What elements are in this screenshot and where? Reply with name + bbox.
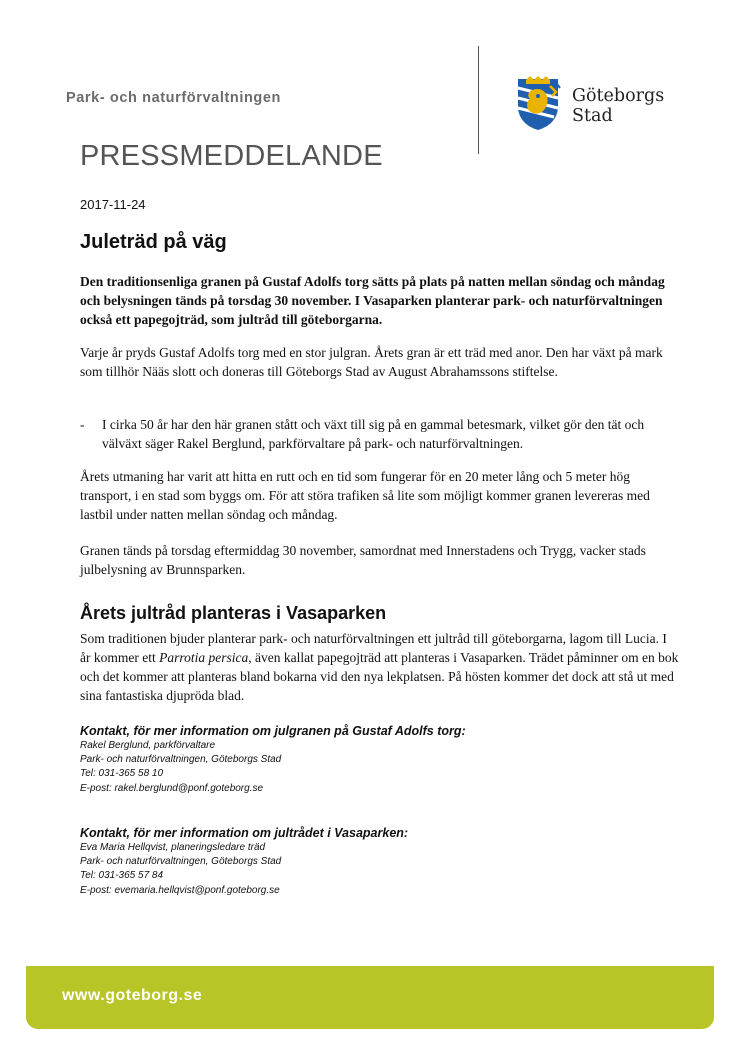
release-date: 2017-11-24 xyxy=(80,197,146,212)
city-logo-text xyxy=(572,86,664,126)
paragraph-1: Varje år pryds Gustaf Adolfs torg med en stor julgran. Årets gran är ett träd med anor. Den har växt på mark som tillhör Nääs slott och doneras till Göteborgs Stad av August Abrahamssons stiftelse. xyxy=(80,345,663,379)
contact-1-heading: Kontakt, för mer information om julgranen på Gustaf Adolfs torg: xyxy=(80,724,466,738)
logo-line-1: Göteborgs xyxy=(572,86,665,106)
contact-2-name: Eva Maria Hellqvist, planeringsledare träd xyxy=(80,842,266,853)
bullet-dash: - xyxy=(80,417,85,432)
contact-2-email: E-post: evemaria.hellqvist@ponf.goteborg.se xyxy=(80,884,280,896)
paragraph-3: Granen tänds på torsdag eftermiddag 30 november, samordnat med Innerstadens och Trygg, vacker stads julbelysning av Brunnsparken. xyxy=(80,543,646,577)
contact-block-2 xyxy=(80,825,408,898)
species-name: Parrotia persica xyxy=(159,650,249,665)
contact-2-tel: Tel: 031-365 57 84 xyxy=(80,870,164,882)
document-type: PRESSMEDDELANDE xyxy=(80,140,383,172)
contact-1-org: Park- och naturförvaltningen, Göteborgs Stad xyxy=(80,754,282,766)
article-title: Juleträd på väg xyxy=(80,231,227,253)
bullet-text: I cirka 50 år har den här granen stått och växt till sig på en gammal betesmark, vilket gör den tät och välväxt säger Rakel Berglund, parkförvaltare på park- och naturförvaltningen. xyxy=(102,417,645,451)
footer-url: www.goteborg.se xyxy=(62,987,203,1004)
lead-paragraph: Den traditionsenliga granen på Gustaf Adolfs torg sätts på plats på natten mellan söndag och måndag och belysningen tänds på torsdag 30 november. I Vasaparken planterar park- och naturförvaltningen också ett papegojträd, som jultråd till göteborgarna. xyxy=(80,274,665,327)
paragraph-4-start: Som traditionen bjuder planterar park- och naturförvaltningen ett jultråd till göteborgarna, lagom till Lucia. I år kommer ett xyxy=(80,631,667,665)
contact-1-tel: Tel: 031-365 58 10 xyxy=(80,768,164,780)
contact-1-name: Rakel Berglund, parkförvaltare xyxy=(80,740,216,751)
section-heading: Årets jultråd planteras i Vasaparken xyxy=(80,603,387,623)
paragraph-2: Årets utmaning har varit att hitta en rutt och en tid som fungerar för en 20 meter lång och 5 meter hög transport, i en stad som byggs om. För att störa trafiken så lite som möjligt kommer granen levereras med lastbil under natten mellan söndag och måndag. xyxy=(80,469,650,522)
paragraph-4 xyxy=(80,629,680,705)
contact-1-email: E-post: rakel.berglund@ponf.goteborg.se xyxy=(80,782,264,794)
footer-bar xyxy=(26,966,714,1029)
paragraph-4-end: , även kallat papegojträd att planteras i Vasaparken. Trädet påminner om en bok och det kommer att planteras bland bokarna vid den nya lekplatsen. På hösten kommer det dock att stå ut med sina fantastiska djupröda blad. xyxy=(80,650,679,703)
logo-line-2: Stad xyxy=(572,106,613,126)
contact-2-org: Park- och naturförvaltningen, Göteborgs Stad xyxy=(80,856,282,868)
city-crest-logo-icon xyxy=(514,76,574,132)
contact-block-1 xyxy=(80,723,466,796)
contact-2-heading: Kontakt, för mer information om jultrådet i Vasaparken: xyxy=(80,826,409,840)
header-divider xyxy=(478,46,479,154)
department-name: Park- och naturförvaltningen xyxy=(66,90,281,106)
